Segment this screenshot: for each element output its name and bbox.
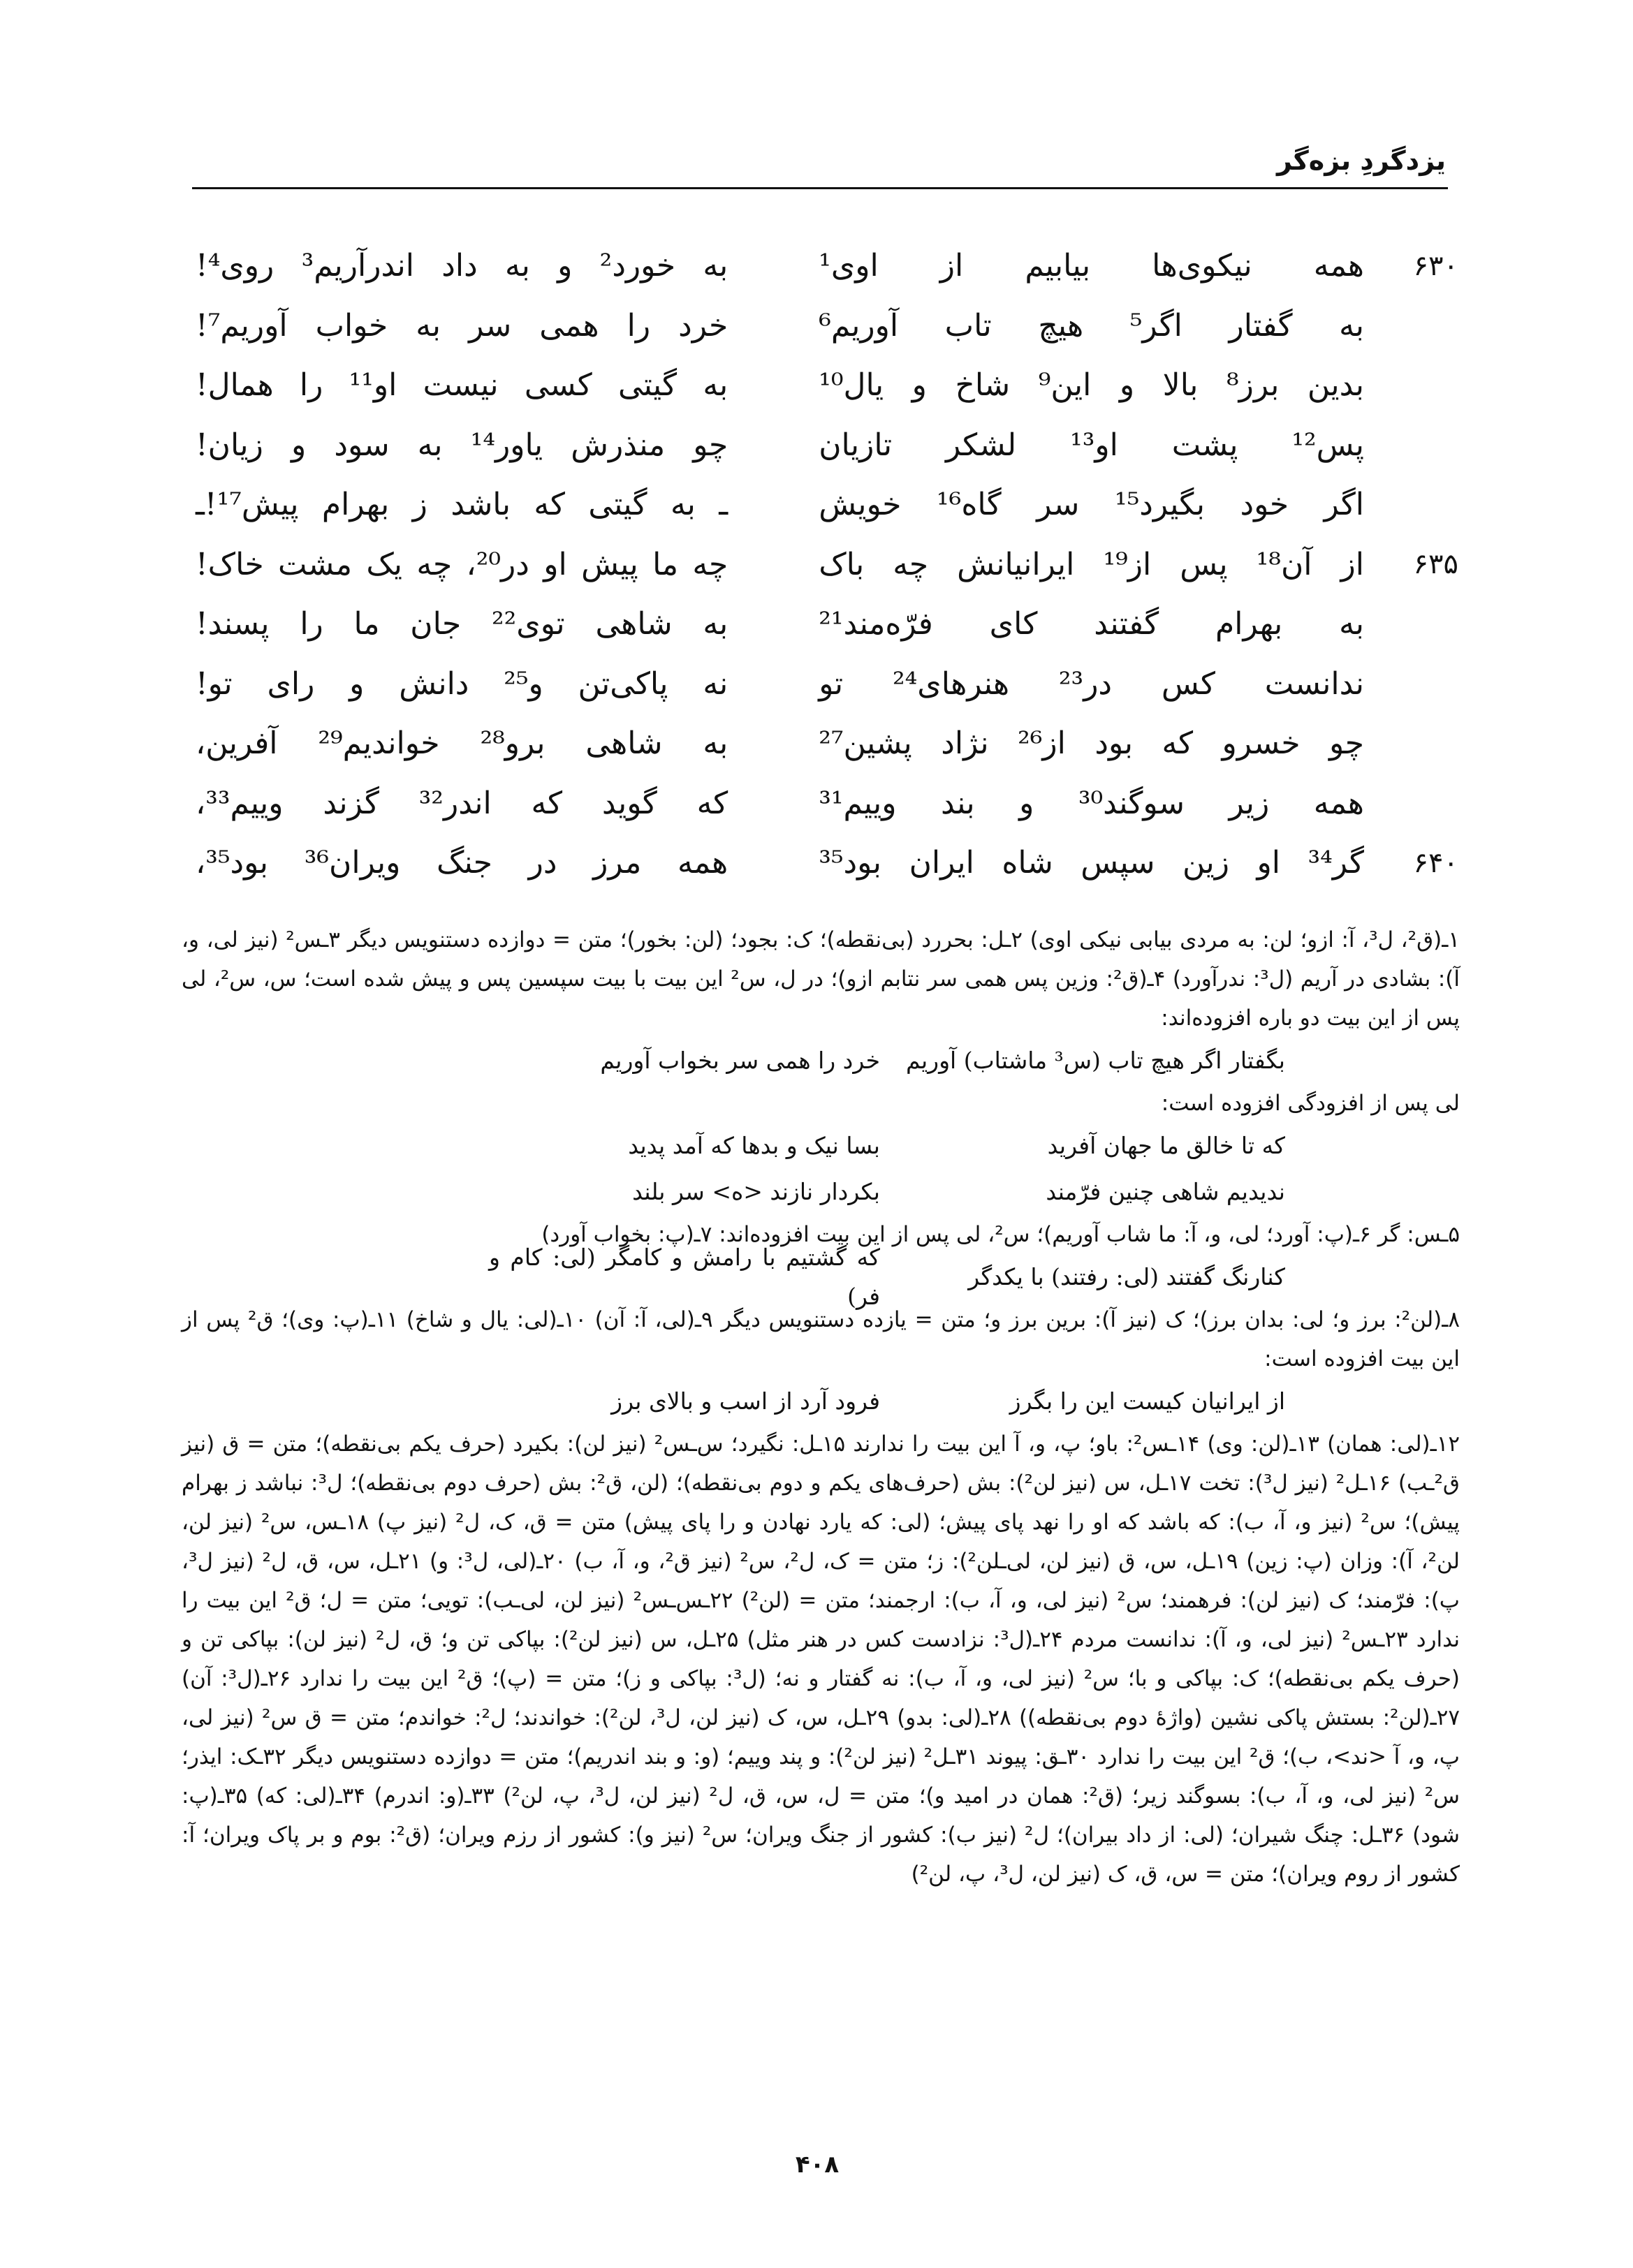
variant-verse <box>182 1123 1285 1169</box>
verse-number: ۶۳۰ <box>1413 249 1458 282</box>
hemistich-left: به خورد² و به داد اندرآریم³ روی⁴! <box>196 248 728 284</box>
footnote-paragraph: ۸ـ(لن²: برز و؛ لی: بدان برز)؛ ک (نیز آ): برین برز و؛ متن = یازده دستنویس دیگر ۹ـ(لی، آ: آن) ۱۰ـ(لی: یال و شاخ) ۱۱ـ(پ: وی)؛ ق² پس از این بیت افزوده است: <box>182 1307 1460 1371</box>
hemistich-right: همه زیر سوگند³⁰ و بند وییم³¹ <box>819 785 1364 821</box>
header-rule <box>192 187 1448 189</box>
bayt <box>196 833 1458 893</box>
variant-hemistich-right: ندیدیم شاهی چنین فرّمند <box>1046 1178 1285 1205</box>
bayt <box>196 236 1458 296</box>
hemistich-right: به بهرام گفتند کای فرّه‌مند²¹ <box>819 606 1364 642</box>
verse-number: ۶۳۵ <box>1413 548 1458 581</box>
hemistich-right: گر³⁴ او زین سپس شاه ایران بود³⁵ <box>819 845 1364 881</box>
hemistich-left: همه مرز در جنگ ویران³⁶ بود³⁵، <box>196 845 728 881</box>
poem-body <box>196 236 1458 893</box>
hemistich-left: چه ما پیش او در²⁰، چه یک مشت خاک! <box>196 546 728 582</box>
critical-apparatus <box>182 920 1460 1894</box>
bayt <box>196 415 1458 476</box>
hemistich-left: به شاهی برو²⁸ خواندیم²⁹ آفرین، <box>196 726 728 762</box>
bayt <box>196 535 1458 595</box>
bayt <box>196 714 1458 774</box>
variant-verse <box>182 1378 1285 1424</box>
hemistich-right: بدین برز⁸ بالا و این⁹ شاخ و یال¹⁰ <box>819 367 1364 404</box>
variant-hemistich-right: که تا خالق ما جهان آفرید <box>1047 1132 1285 1159</box>
verse-number: ۶۴۰ <box>1413 846 1458 879</box>
variant-hemistich-left: بسا نیک و بدها که آمد پدید <box>628 1132 880 1159</box>
footnote-paragraph: ۵ـس: گر ۶ـ(پ: آورد؛ لی، و، آ: ما شاب آوریم)؛ س²، لی پس از این بیت افزوده‌اند: ۷ـ(پ: بخواب آورد) <box>541 1222 1460 1247</box>
variant-hemistich-right: کنارنگ گفتند (لی: رفتند) با یکدگر <box>968 1263 1285 1290</box>
hemistich-left: چو منذرش یاور¹⁴ به سود و زیان! <box>196 427 728 463</box>
variant-verse <box>182 1244 1285 1310</box>
hemistich-right: به گفتار اگر⁵ هیچ تاب آوریم⁶ <box>819 307 1364 344</box>
variant-hemistich-left: خرد را همی سر بخواب آوریم <box>600 1047 880 1074</box>
hemistich-left: به شاهی توی²² جان ما را پسند! <box>196 606 728 642</box>
variant-hemistich-left: بکردار نازند <ه> سر بلند <box>632 1178 880 1205</box>
hemistich-right: اگر خود بگیرد¹⁵ سر گاه¹⁶ خویش <box>819 487 1365 523</box>
variant-verse <box>182 1169 1285 1215</box>
variant-hemistich-left: فرود آرد از اسب و بالای برز <box>611 1387 880 1415</box>
hemistich-left: نه پاکی‌تن و²⁵ دانش و رای تو! <box>196 665 728 702</box>
hemistich-right: ندانست کس در²³ هنرهای²⁴ تو <box>819 665 1364 702</box>
hemistich-left: خرد را همی سر به خواب آوریم⁷! <box>196 307 728 344</box>
footnote-paragraph: لی پس از افزودگی افزوده است: <box>1161 1091 1460 1116</box>
hemistich-left: که گوید که اندر³² گزند وییم³³، <box>196 785 728 821</box>
footnote-paragraph: ۱۲ـ(لی: همان) ۱۳ـ(لن: وی) ۱۴ـس²: باو؛ پ، و، آ این بیت را ندارند ۱۵ـل: نگیرد؛ س‌ـس² (نیز لن): بکیرد (حرف یکم بی‌نقطه)؛ متن = ق (نیز ق²ـب) ۱۶ـل² (نیز ل³): تخت ۱۷ـل، س (نیز لن²): بش (حرف‌های یکم و دوم بی‌نقطه)؛ (لن، ق²: بش (حرف دوم بی‌نقطه)؛ ل³: نباشد ز بهرام پیش)؛ س² (نیز و، آ، ب): که باشد که او را نهد پای پیش؛ (لی: که یارد نهادن و را پای پیش) متن = ق، ک، ل² (نیز پ) ۱۸ـس، س² (نیز لن، لن²، آ): وزان (پ: زین) ۱۹ـل، س، ق (نیز لن، لی‌ـلن²): ز؛ متن = ک، ل²، س² (نیز ق²، و، آ، ب) ۲۰ـ(لی، ل³: و) ۲۱ـل، س، ق، ل² (نیز ل³، پ): فرّمند؛ ک (نیز لن): فرهمند؛ س² (نیز لی، و، آ، ب): ارجمند؛ متن = (لن²) ۲۲ـس‌ـس² (نیز لن، لی‌ـب): تویی؛ متن = ل؛ ق² این بیت را ندارد ۲۳ـس² (نیز لی، و، آ): ندانست مردم ۲۴ـ(ل³: نزادست کس در هنر مثل) ۲۵ـل، س (نیز لن²): بپاکی تن و؛ ق، ل² (نیز لن): بپاکی تن و (حرف یکم بی‌نقطه)؛ ک: بپاکی و با؛ س² (نیز لی، و، آ، ب): نه گفتار و نه؛ (ل³: بپاکی و ز)؛ متن = (پ)؛ ق² این بیت را ندارد ۲۶ـ(ل³: آن) ۲۷ـ(لن²: بستش پاکی نشین (واژهٔ دوم بی‌نقطه)) ۲۸ـ(لی: بدو) ۲۹ـل، س، ک (نیز لن، ل³، لن²): خواندند؛ ل²: خواندم؛ متن = ق س² (نیز لی، پ، و، آ <ند>، ب)؛ ق² این بیت را ندارد ۳۰ـق: پیوند ۳۱ـل² (نیز لن²): و پند وییم؛ (و: و بند اندریم)؛ متن = دوازده دستنویس دیگر ۳۲ـک: ایذر؛ س² (نیز لی، و، آ، ب): بسوگند زیر؛ (ق²: همان در امید و)؛ متن = ل، س، ق، ل² (نیز لن، ل³، پ، لن²) ۳۳ـ(و: اندرم) ۳۴ـ(لی: که) ۳۵ـ(پ: شود) ۳۶ـل: چنگ شیران؛ (لی: از داد بیران)؛ ل² (نیز ب): کشور از جنگ ویران؛ س² (نیز و): کشور از رزم ویران؛ (ق²: بوم و بر پاک ویران؛ آ: کشور از روم ویران)؛ متن = س، ق، ک (نیز لن، ل³، پ، لن²) <box>182 1431 1460 1887</box>
hemistich-right: از آن¹⁸ پس از¹⁹ ایرانیانش چه باک <box>819 546 1365 582</box>
bayt <box>196 296 1458 356</box>
footnote-paragraph: ۱ـ(ق²، ل³، آ: ازو؛ لن: به مردی بیابی نیکی اوی) ۲ـل: بحررد (بی‌نقطه)؛ ک: بجود؛ (لن: بخور)؛ متن = دوازده دستنویس دیگر ۳ـس² (نیز لی، و، آ): بشادی در آریم (ل³: ندرآورد) ۴ـ(ق²: وزین پس همی سر نتابم ازو)؛ در ل، س² این بیت با بیت سپسین پس و پیش شده است؛ س، س²، لی پس از این بیت دو باره افزوده‌اند: <box>182 927 1460 1031</box>
bayt <box>196 475 1458 535</box>
hemistich-right: چو خسرو که بود از²⁶ نژاد پشین²⁷ <box>819 726 1364 762</box>
bayt <box>196 654 1458 714</box>
variant-verse <box>182 1038 1285 1084</box>
hemistich-left: ـ به گیتی که باشد ز بهرام پیش¹⁷!ـ <box>196 487 728 523</box>
bayt <box>196 355 1458 415</box>
bayt <box>196 774 1458 834</box>
variant-hemistich-left: که گشتیم با رامش و کامگر (لی: کام و فر) <box>489 1244 880 1310</box>
bayt <box>196 594 1458 654</box>
variant-hemistich-right: از ایرانیان کیست این را بگرز <box>1009 1387 1285 1415</box>
hemistich-left: به گیتی کسی نیست او¹¹ را همال! <box>196 367 728 404</box>
running-title: یزدگردِ بزه‌گر <box>1277 145 1446 176</box>
hemistich-right: پس¹² پشت او¹³ لشکر تازیان <box>819 427 1364 463</box>
hemistich-right: همه نیکوی‌ها بیابیم از اوی¹ <box>819 248 1364 284</box>
variant-hemistich-right: بگفتار اگر هیچ تاب (س³ ماشتاب) آوریم <box>906 1047 1285 1074</box>
page-number: ۴۰۸ <box>795 2151 840 2179</box>
